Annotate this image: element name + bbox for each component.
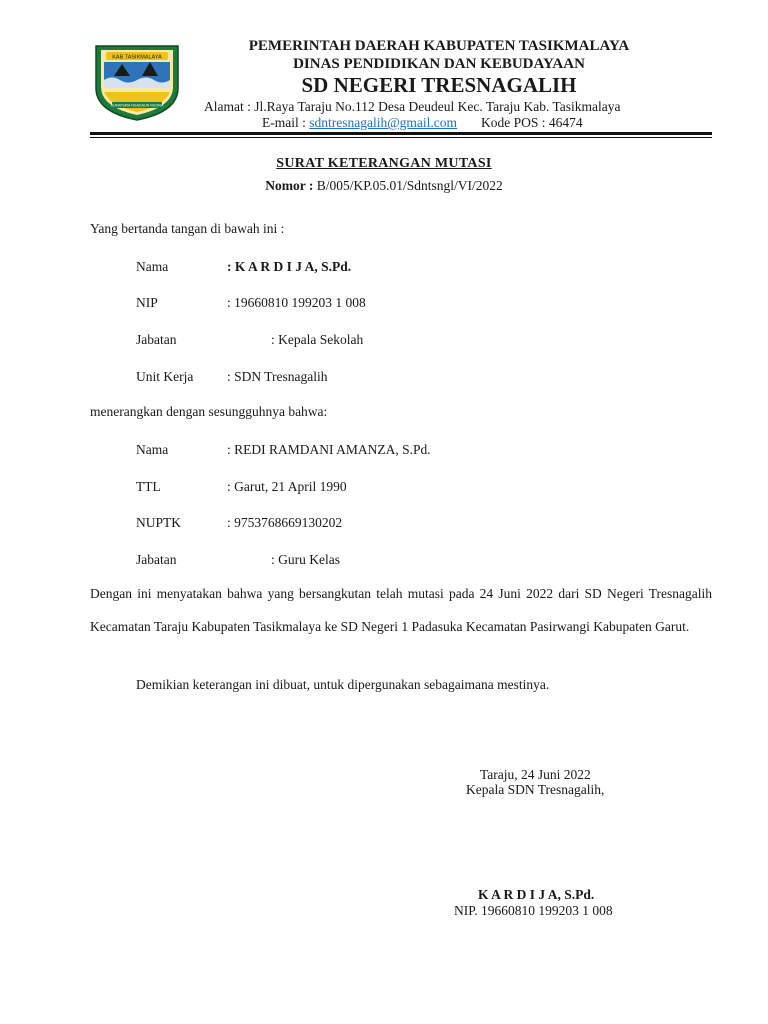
signer-position-value: : Kepala Sekolah [271,332,364,347]
signature-nip: NIP. 19660810 199203 1 008 [454,903,613,918]
email-link[interactable]: sdntresnagalih@gmail.com [309,115,458,130]
statement-paragraph: Dengan ini menyatakan bahwa yang bersangkutan telah mutasi pada 24 Juni 2022 dari SD Negeri Tresnagalih Kecamatan Taraju Kabupaten Tasikmalaya ke SD Negeri 1 Padasuka Kecamatan Pasirwangi Kabupaten Garut. [90,586,712,634]
subject-position-value: : Guru Kelas [271,552,340,567]
header-department: DINAS PENDIDIKAN DAN KEBUDAYAAN [293,56,585,72]
signer-unit-value: : SDN Tresnagalih [227,369,328,384]
logo-text-top: KAB.TASIKMALAYA [112,54,162,61]
letterhead-rule-thick [90,132,712,135]
logo-text-bottom: SUKAPURA NGADAUN NGORA [110,103,164,108]
header-contact [262,115,583,131]
subject-ttl-label: TTL [136,479,161,494]
signature-place-date: Taraju, 24 Juni 2022 [480,767,591,782]
signer-nip-label: NIP [136,295,158,310]
email-label: E-mail : [262,115,310,130]
subject-nuptk-value: : 9753768669130202 [227,515,343,530]
signer-unit-label: Unit Kerja [136,369,194,384]
subject-ttl-value: : Garut, 21 April 1990 [227,479,347,494]
subject-name-value: : REDI RAMDANI AMANZA, S.Pd. [227,442,431,457]
postal-code: Kode POS : 46474 [481,115,583,130]
subject-nuptk-label: NUPTK [136,515,182,530]
intro-text: Yang bertanda tangan di bawah ini : [90,221,285,236]
signer-position-label: Jabatan [136,332,177,347]
signer-name-label: Nama [136,259,169,274]
header-government: PEMERINTAH DAERAH KABUPATEN TASIKMALAYA [248,38,630,54]
subject-name-label: Nama [136,442,169,457]
signer-nip-value: : 19660810 199203 1 008 [227,295,366,310]
signer-name-value: : K A R D I J A, S.Pd. [227,259,352,274]
signature-name: K A R D I J A, S.Pd. [478,887,595,902]
letterhead-rule-thin [90,137,712,138]
closing-text: Demikian keterangan ini dibuat, untuk dipergunakan sebagaimana mestinya. [136,677,550,692]
transition-text: menerangkan dengan sesungguhnya bahwa: [90,404,328,419]
subject-position-label: Jabatan [136,552,177,567]
document-number [0,178,768,194]
number-label: Nomor : [265,178,314,193]
number-value: B/005/KP.05.01/Sdntsngl/VI/2022 [316,178,503,193]
header-address: Alamat : Jl.Raya Taraju No.112 Desa Deudeul Kec. Taraju Kab. Tasikmalaya [204,99,621,114]
signature-position: Kepala SDN Tresnagalih, [466,782,605,797]
header-school-name: SD NEGERI TRESNAGALIH [301,73,577,97]
document-title: SURAT KETERANGAN MUTASI [276,156,492,171]
